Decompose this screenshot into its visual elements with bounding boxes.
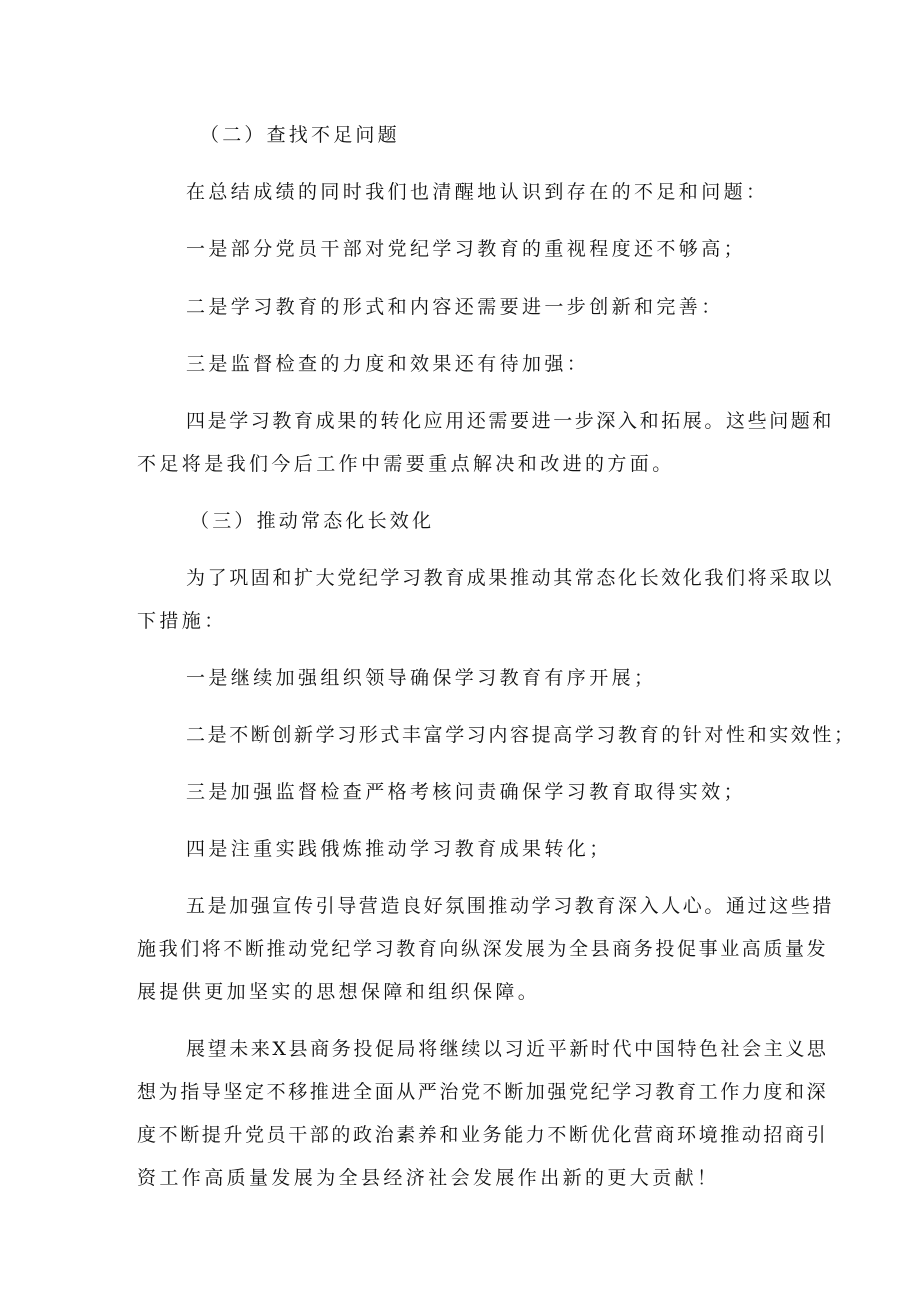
section-heading-3: （三）推动常态化长效化	[190, 510, 435, 532]
outlook-line-4: 资工作高质量发展为全县经济社会发展作出新的更大贡献！	[137, 1167, 720, 1189]
outlook-line-2: 想为指导坚定不移推进全面从严治党不断加强党纪学习教育工作力度和深	[137, 1081, 829, 1103]
measure-item-5-line-2: 施我们将不断推动党纪学习教育向纵深发展为全县商务投促事业高质量发	[137, 938, 829, 960]
outlook-line-3: 度不断提升党员干部的政治素养和业务能力不断优化营商环境推动招商引	[137, 1124, 829, 1146]
measure-item-2: 二是不断创新学习形式丰富学习内容提高学习教育的针对性和实效性；	[186, 724, 856, 746]
outlook-line-1: 展望未来X县商务投促局将继续以习近平新时代中国特色社会主义思	[186, 1038, 829, 1060]
problem-item-4-line-2: 不足将是我们今后工作中需要重点解决和改进的方面。	[137, 453, 675, 475]
problem-item-2: 二是学习教育的形式和内容还需要进一步创新和完善：	[186, 296, 724, 318]
measure-item-5-line-1: 五是加强宣传引导营造良好氛围推动学习教育深入人心。通过这些措	[186, 895, 835, 917]
measures-intro-line-1: 为了巩固和扩大党纪学习教育成果推动其常态化长效化我们将采取以	[186, 567, 835, 589]
problem-item-4-line-1: 四是学习教育成果的转化应用还需要进一步深入和拓展。这些问题和	[186, 410, 835, 432]
measure-item-1: 一是继续加强组织领导确保学习教育有序开展；	[186, 667, 657, 689]
problem-item-3: 三是监督检查的力度和效果还有待加强：	[186, 353, 590, 375]
measures-intro-line-2: 下措施：	[137, 610, 227, 632]
measure-item-5-line-3: 展提供更加坚实的思想保障和组织保障。	[137, 981, 541, 1003]
measure-item-4: 四是注重实践俄炼推动学习教育成果转化；	[186, 838, 612, 860]
problem-item-1: 一是部分党员干部对党纪学习教育的重视程度还不够高；	[186, 238, 747, 260]
section-heading-2: （二）查找不足问题	[200, 124, 400, 146]
measure-item-3: 三是加强监督检查严格考核问责确保学习教育取得实效；	[186, 781, 747, 803]
summary-intro: 在总结成绩的同时我们也清醒地认识到存在的不足和问题：	[186, 181, 769, 203]
